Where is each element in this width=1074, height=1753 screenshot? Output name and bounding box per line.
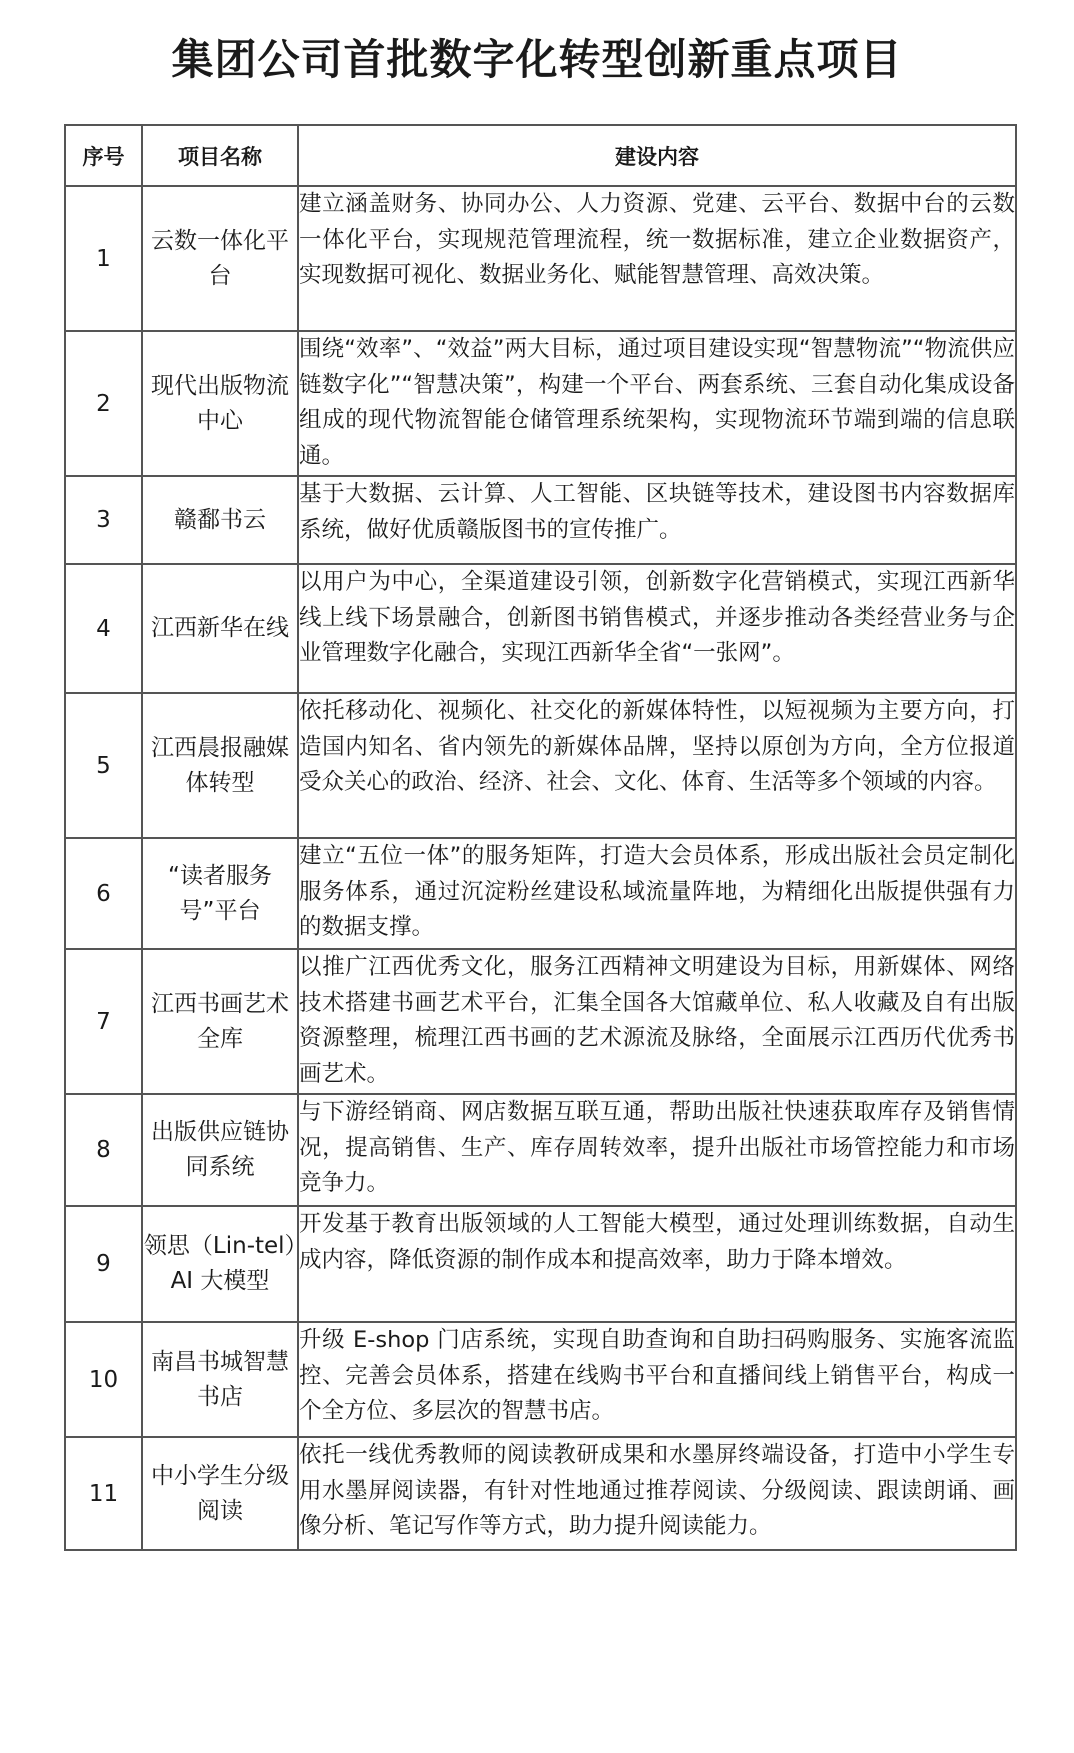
row-number: 5 [65,693,142,838]
page-title: 集团公司首批数字化转型创新重点项目 [171,35,903,84]
row-number: 9 [65,1206,142,1322]
row-project-name: 云数一体化平台 [142,186,298,331]
row-project-name: 出版供应链协同系统 [142,1094,298,1206]
row-number: 4 [65,564,142,693]
row-content: 与下游经销商、网店数据互联互通，帮助出版社快速获取库存及销售情况，提高销售、生产、库存周转效率，提升出版社市场管控能力和市场竞争力。 [298,1094,1016,1206]
row-project-name: 赣鄱书云 [142,476,298,564]
header-number: 序号 [65,125,142,186]
table-row [65,564,1016,693]
row-project-name: 领思（Lin-tel）AI 大模型 [142,1206,298,1322]
row-number: 6 [65,838,142,949]
row-content: 开发基于教育出版领域的人工智能大模型，通过处理训练数据，自动生成内容，降低资源的制作成本和提高效率，助力于降本增效。 [298,1206,1016,1322]
table-row [65,1206,1016,1322]
table-row [65,1094,1016,1206]
row-content: 建立涵盖财务、协同办公、人力资源、党建、云平台、数据中台的云数一体化平台，实现规范管理流程，统一数据标准，建立企业数据资产，实现数据可视化、数据业务化、赋能智慧管理、高效决策。 [298,186,1016,331]
row-content: 基于大数据、云计算、人工智能、区块链等技术，建设图书内容数据库系统，做好优质赣版图书的宣传推广。 [298,476,1016,564]
row-content: 以推广江西优秀文化，服务江西精神文明建设为目标，用新媒体、网络技术搭建书画艺术平台，汇集全国各大馆藏单位、私人收藏及自有出版资源整理，梳理江西书画的艺术源流及脉络，全面展示江西历代优秀书画艺术。 [298,949,1016,1094]
row-content: 依托移动化、视频化、社交化的新媒体特性，以短视频为主要方向，打造国内知名、省内领先的新媒体品牌，坚持以原创为方向，全方位报道受众关心的政治、经济、社会、文化、体育、生活等多个领域的内容。 [298,693,1016,838]
row-project-name: 江西新华在线 [142,564,298,693]
row-content: 围绕“效率”、“效益”两大目标，通过项目建设实现“智慧物流”“物流供应链数字化”“智慧决策”，构建一个平台、两套系统、三套自动化集成设备组成的现代物流智能仓储管理系统架构，实现物流环节端到端的信息联通。 [298,331,1016,476]
table-row [65,693,1016,838]
table-row [65,331,1016,476]
table-row [65,1322,1016,1437]
row-number: 3 [65,476,142,564]
row-number: 7 [65,949,142,1094]
table-row [65,1437,1016,1550]
row-number: 8 [65,1094,142,1206]
row-project-name: 现代出版物流中心 [142,331,298,476]
row-number: 11 [65,1437,142,1550]
row-project-name: 南昌书城智慧书店 [142,1322,298,1437]
row-content: 建立“五位一体”的服务矩阵，打造大会员体系，形成出版社会员定制化服务体系，通过沉淀粉丝建设私域流量阵地，为精细化出版提供强有力的数据支撑。 [298,838,1016,949]
row-content: 升级 E-shop 门店系统，实现自助查询和自助扫码购服务、实施客流监控、完善会员体系，搭建在线购书平台和直播间线上销售平台，构成一个全方位、多层次的智慧书店。 [298,1322,1016,1437]
row-project-name: “读者服务号”平台 [142,838,298,949]
header-project-name: 项目名称 [142,125,298,186]
row-number: 10 [65,1322,142,1437]
row-number: 2 [65,331,142,476]
table-header-row [65,125,1016,186]
row-project-name: 江西晨报融媒体转型 [142,693,298,838]
row-project-name: 中小学生分级阅读 [142,1437,298,1550]
row-project-name: 江西书画艺术全库 [142,949,298,1094]
table-row [65,949,1016,1094]
projects-table [64,124,1017,1551]
row-content: 依托一线优秀教师的阅读教研成果和水墨屏终端设备，打造中小学生专用水墨屏阅读器，有针对性地通过推荐阅读、分级阅读、跟读朗诵、画像分析、笔记写作等方式，助力提升阅读能力。 [298,1437,1016,1550]
table-row [65,838,1016,949]
row-content: 以用户为中心，全渠道建设引领，创新数字化营销模式，实现江西新华线上线下场景融合，创新图书销售模式，并逐步推动各类经营业务与企业管理数字化融合，实现江西新华全省“一张网”。 [298,564,1016,693]
table-row [65,476,1016,564]
header-content: 建设内容 [298,125,1016,186]
table-row [65,186,1016,331]
row-number: 1 [65,186,142,331]
